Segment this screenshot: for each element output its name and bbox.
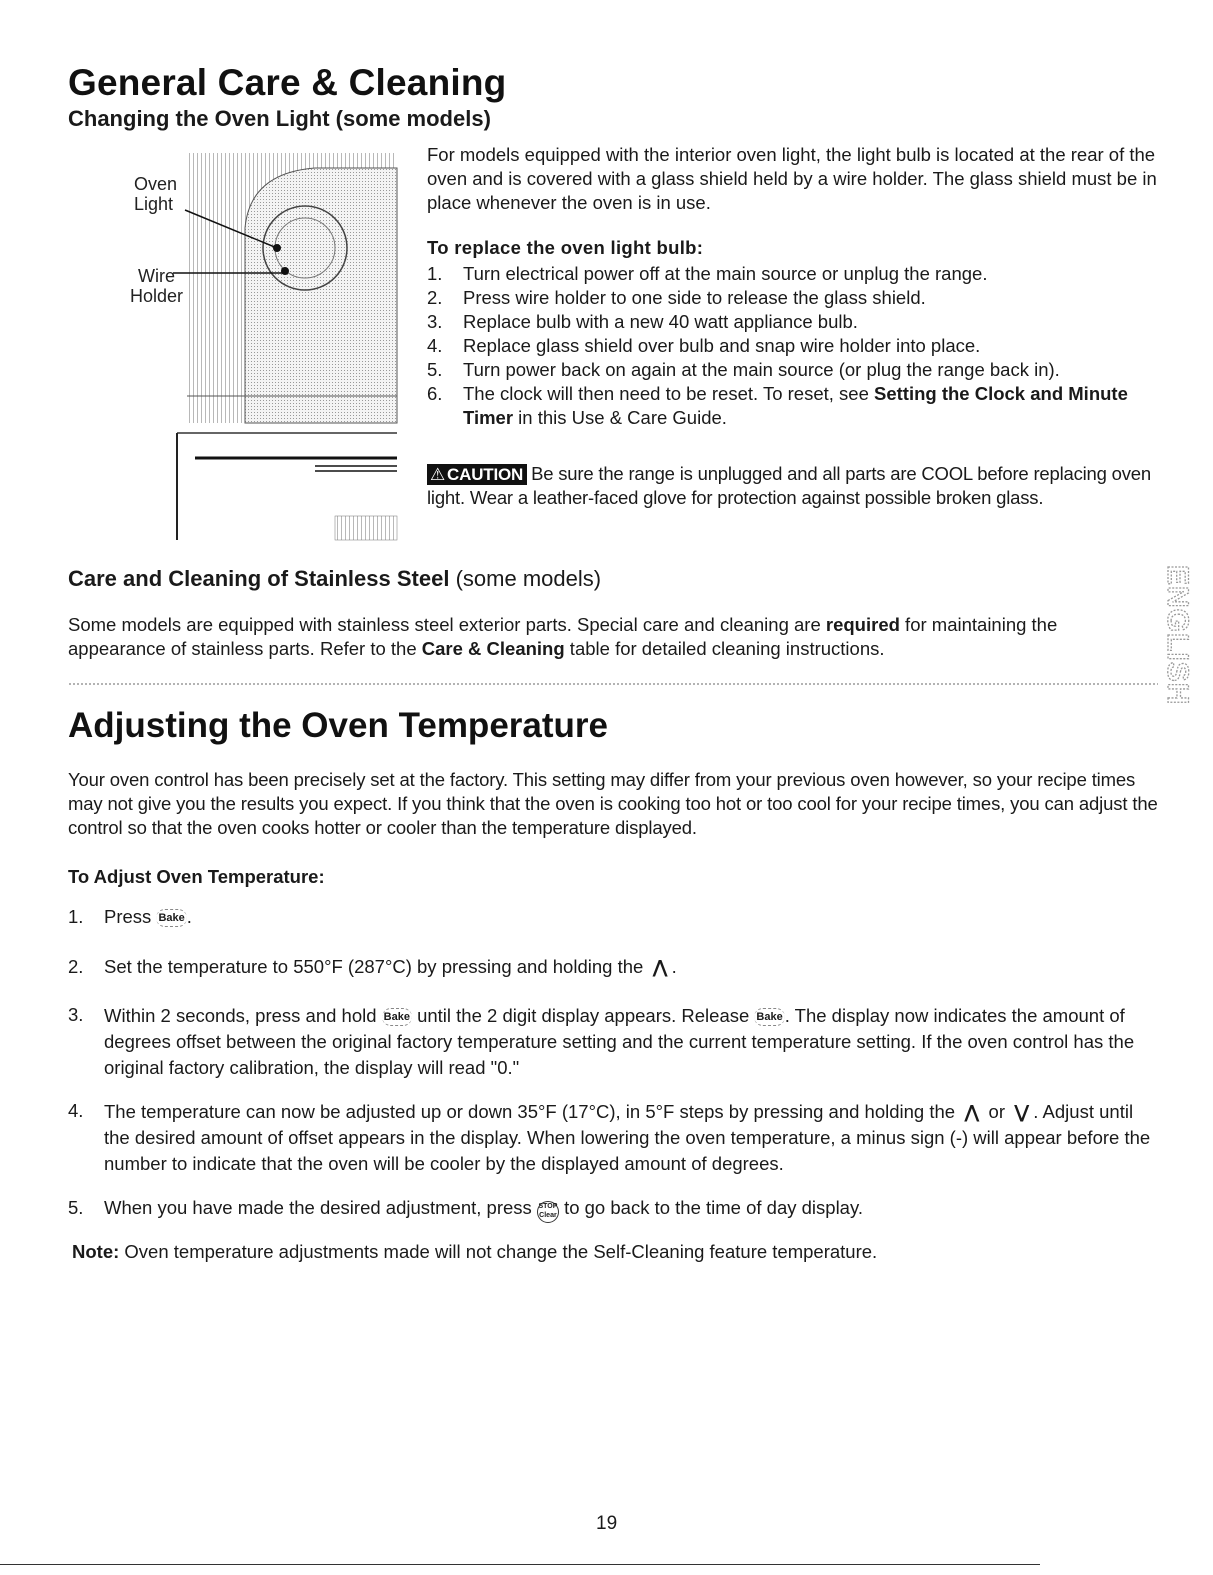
list-item: 6. The clock will then need to be reset. To reset, see Setting the Clock and Minute Timer in this Use & Care Guide. xyxy=(427,383,1128,428)
stainless-paragraph: Some models are equipped with stainless steel exterior parts. Special care and cleaning are required for maintaining the appearance of stainless parts. Refer to the Care & Cleaning table for detailed cleaning instructions. xyxy=(68,614,1058,659)
bake-key-icon: Bake xyxy=(382,1008,412,1026)
caution-badge: ⚠ CAUTION xyxy=(427,464,527,485)
adjust-step-3: 3. Within 2 seconds, press and hold Bake until the 2 digit display appears. Release Bake . The display now indicates the amount of degrees offset between the original factory temperature setting and the current temperature setting. If the oven control has the original factory calibration, the display will read "0." xyxy=(68,1004,1135,1078)
temperature-intro: Your oven control has been precisely set at the factory. This setting may differ from your previous oven however, so your recipe times may not give you the results you expect. If you think that the oven is cooking too hot or too cool for your recipe times, you can adjust the control so that the oven cooks hotter or cooler than the temperature displayed. xyxy=(68,769,1158,838)
list-item: 1. Turn electrical power off at the main source or unplug the range. xyxy=(427,263,988,284)
page-number: 19 xyxy=(596,1513,618,1534)
replace-bulb-heading: To replace the oven light bulb: xyxy=(427,237,704,258)
bake-key-icon: Bake xyxy=(754,1008,784,1026)
list-item: 3. Replace bulb with a new 40 watt appliance bulb. xyxy=(427,311,858,332)
adjust-step-5: 5. When you have made the desired adjustment, press STOP Clear to go back to the time of day display. xyxy=(68,1196,1158,1223)
side-tab-label: ENGLISH xyxy=(1161,565,1194,706)
footer-rule xyxy=(0,1564,1040,1565)
adjust-step-1: 1. Press Bake . xyxy=(68,906,192,927)
bake-key-icon: Bake xyxy=(156,909,186,927)
figure-label-oven: Oven xyxy=(133,174,177,194)
list-item: 2. Press wire holder to one side to release the glass shield. xyxy=(427,287,926,308)
replace-bulb-steps xyxy=(427,262,1147,430)
section-heading-oven-light: Changing the Oven Light (some models) xyxy=(68,106,491,131)
dotted-divider xyxy=(68,682,1158,686)
note: Note: Oven temperature adjustments made will not change the Self-Cleaning feature temperature. xyxy=(72,1241,878,1262)
adjust-step-2: 2. Set the temperature to 550°F (287°C) by pressing and holding the ⋀ . xyxy=(68,956,677,977)
adjust-temp-heading: To Adjust Oven Temperature: xyxy=(68,866,325,887)
page-title: General Care & Cleaning xyxy=(68,62,507,103)
oven-light-illustration xyxy=(125,148,405,543)
figure-label-holder: Holder xyxy=(129,286,183,306)
up-arrow-icon: ⋀ xyxy=(652,957,668,977)
down-arrow-icon: ⋁ xyxy=(1014,1102,1030,1122)
figure-label-light: Light xyxy=(133,194,173,214)
oven-light-intro: For models equipped with the interior oven light, the light bulb is located at the rear of the oven and is covered with a glass shield held by a wire holder. The glass shield must be in place whenever the oven is in use. xyxy=(427,144,1157,213)
up-arrow-icon: ⋀ xyxy=(964,1102,980,1122)
clock-reference: Setting the Clock and Minute Timer xyxy=(463,383,1128,428)
caution-notice: ⚠ CAUTION Be sure the range is unplugged and all parts are COOL before replacing oven light. Wear a leather-faced glove for protection against possible broken glass. xyxy=(427,463,1151,508)
warning-icon: ⚠ xyxy=(430,465,446,484)
list-item: 5. Turn power back on again at the main source (or plug the range back in). xyxy=(427,359,1060,380)
section-heading-stainless: Care and Cleaning of Stainless Steel (some models) xyxy=(68,566,602,591)
adjust-step-4: 4. The temperature can now be adjusted up or down 35°F (17°C), in 5°F steps by pressing and holding the ⋀ or ⋁ . Adjust until the desired amount of offset appears in the display. When lowering the oven temperature, a minus sign (-) will appear before the number to indicate that the oven will be cooler by the displayed amount of degrees. xyxy=(68,1100,1151,1174)
list-item: 4. Replace glass shield over bulb and snap wire holder into place. xyxy=(427,335,981,356)
stop-clear-key-icon: STOP Clear xyxy=(537,1201,559,1223)
language-side-tab xyxy=(1160,560,1206,710)
section-title-temperature: Adjusting the Oven Temperature xyxy=(68,706,608,745)
figure-label-wire: Wire xyxy=(138,266,175,286)
